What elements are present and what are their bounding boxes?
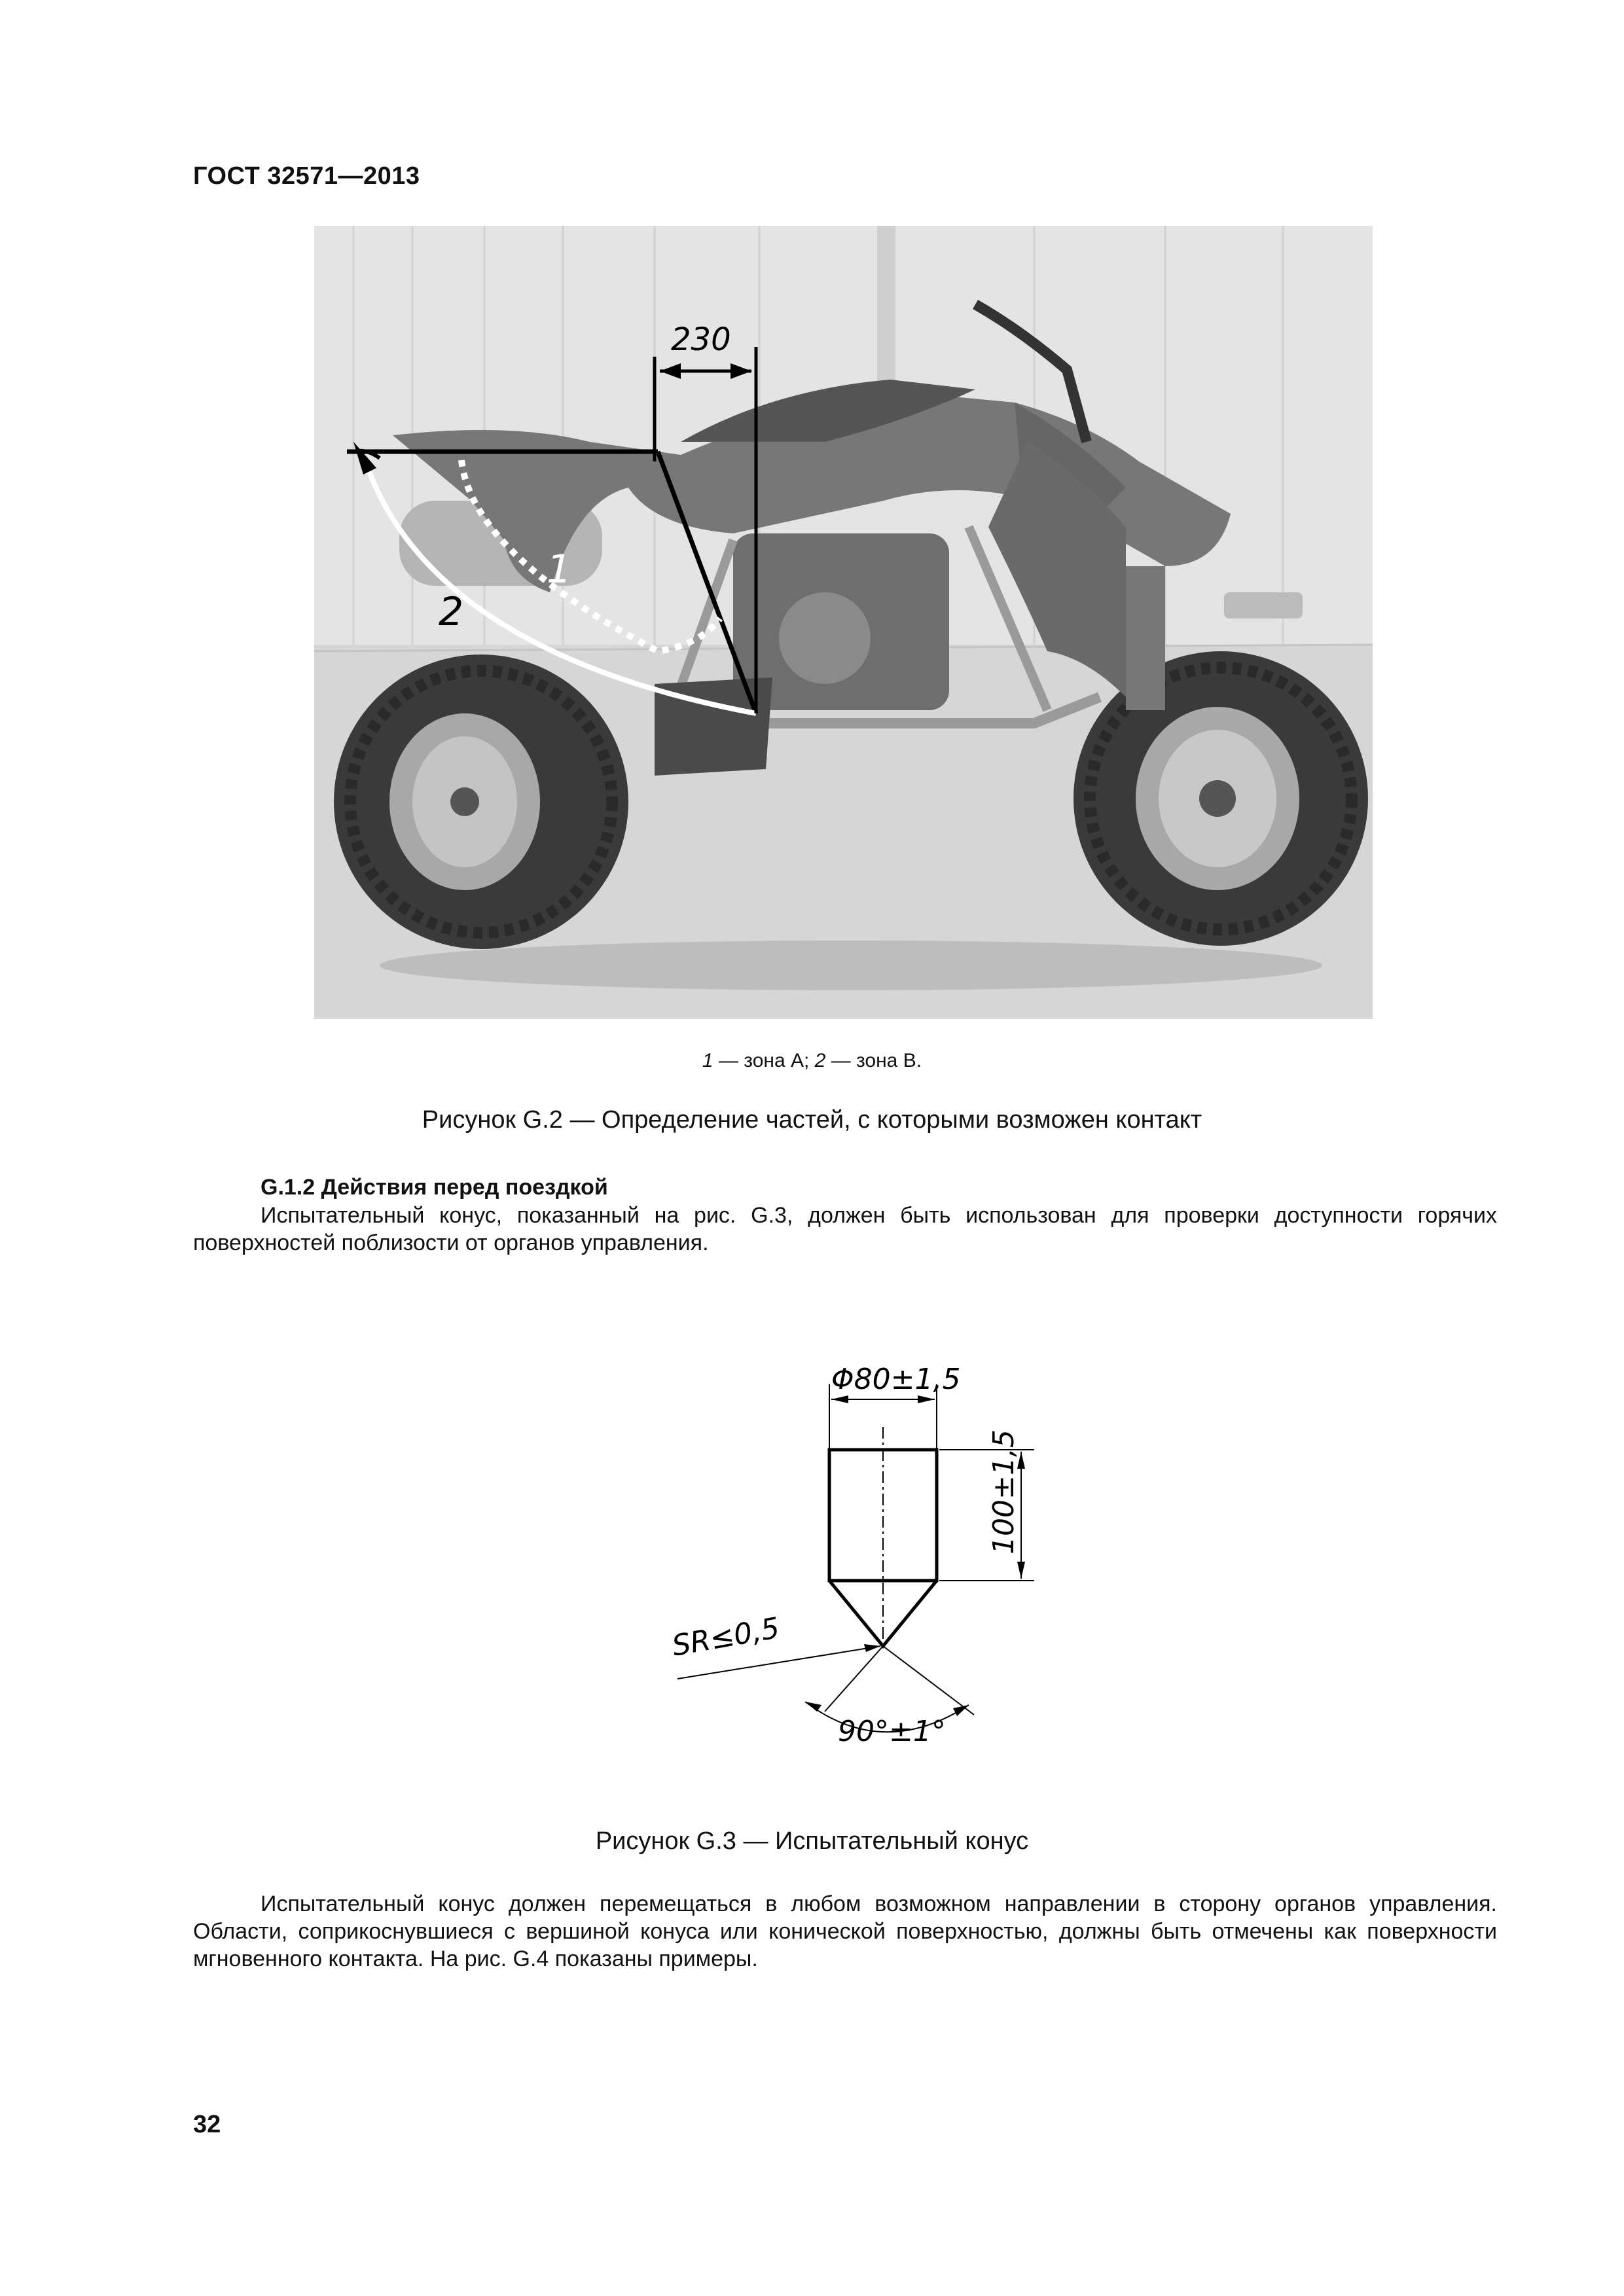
atv-photo [314, 226, 1373, 1019]
rear-wheel [334, 655, 628, 949]
height-label: 100±1,5 [987, 1429, 1020, 1554]
zone-2-label: 2 [439, 589, 464, 635]
test-cone-drawing [655, 1316, 1047, 1774]
front-wheel [1074, 651, 1368, 946]
body-paragraph: Испытательный конус должен перемещаться в любом возможном направлении в сторону органов управления. Области, соприкоснувшиеся с вершиной конуса или конической поверхностью, должны быть отмечены как поверхности мгновенного контакта. На рис. G.4 показаны примеры. [193, 1892, 1497, 1971]
zone-1-label: 1 [547, 547, 572, 592]
section-paragraph: Испытательный конус, показанный на рис. G.3, должен быть использован для проверки доступности горячих поверхностей поблизости от органов управления. [193, 1203, 1497, 1255]
diameter-label: Φ80±1,5 [831, 1363, 961, 1396]
figure-caption-g2: Рисунок G.2 — Определение частей, с которыми возможен контакт [422, 1106, 1202, 1134]
section-title: G.1.2 Действия перед поездкой [261, 1175, 608, 1200]
dimension-label: 230 [671, 321, 731, 358]
document-header: ГОСТ 32571—2013 [193, 162, 420, 190]
radius-label: SR≤0,5 [670, 1611, 782, 1663]
figure-legend: 1 — зона А; 2 — зона В. [702, 1050, 922, 1071]
figure-caption-g3: Рисунок G.3 — Испытательный конус [595, 1827, 1029, 1855]
angle-label: 90°±1° [838, 1715, 946, 1748]
page-number: 32 [193, 2111, 221, 2138]
